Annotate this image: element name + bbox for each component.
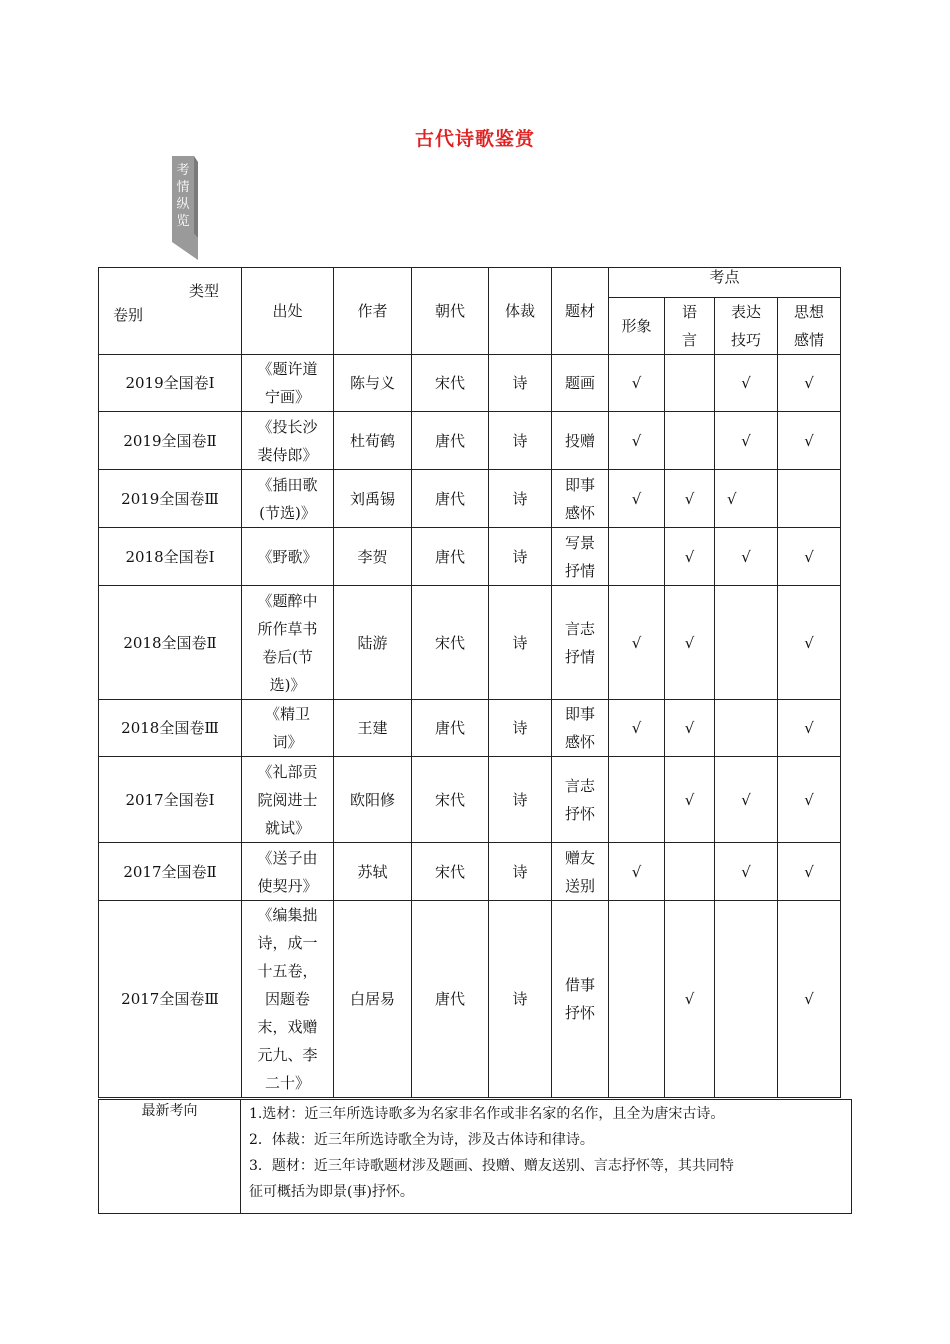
point-technique-header [715, 298, 778, 355]
table-row [99, 470, 841, 528]
source-line: 《插田歌 [257, 475, 318, 494]
point-emotion-line1: 思想 [793, 303, 824, 321]
theme-line: 赠友 [564, 848, 595, 867]
source-line: 十五卷， [257, 962, 318, 980]
check-mark-cell: √ [609, 586, 665, 700]
point-image-header: 形象 [609, 298, 665, 355]
theme-line: 送别 [564, 876, 595, 895]
page-title: 古代诗歌鉴赏 [414, 128, 535, 150]
check-mark-cell: √ [778, 901, 841, 1098]
theme-line: 题画 [564, 374, 595, 392]
check-mark-cell [609, 757, 665, 843]
exam-table [98, 267, 841, 1098]
theme-cell [552, 757, 609, 843]
check-mark-cell: √ [715, 355, 778, 412]
tag-char: 纵 [176, 197, 190, 212]
genre-cell: 诗 [489, 586, 552, 700]
volume-cell: 2017全国卷Ⅱ [99, 843, 242, 901]
source-cell [242, 757, 334, 843]
point-technique-line1: 表达 [730, 303, 761, 321]
check-mark-cell: √ [715, 470, 778, 528]
dynasty-cell: 唐代 [412, 412, 489, 470]
point-language-header [665, 298, 715, 355]
check-mark-cell: √ [665, 700, 715, 757]
check-mark-cell: √ [778, 412, 841, 470]
point-emotion-line2: 感情 [793, 331, 824, 349]
source-line: (节选)》 [259, 503, 316, 522]
theme-line: 感怀 [564, 503, 595, 522]
author-cell: 苏轼 [334, 843, 412, 901]
check-mark-cell: √ [609, 700, 665, 757]
point-language-line2: 言 [681, 331, 697, 349]
author-cell: 欧阳修 [334, 757, 412, 843]
author-header: 作者 [334, 268, 412, 355]
theme-line: 即事 [564, 705, 595, 723]
source-cell [242, 355, 334, 412]
author-cell: 陆游 [334, 586, 412, 700]
dynasty-cell: 唐代 [412, 700, 489, 757]
check-mark-cell: √ [778, 528, 841, 586]
source-line: 《投长沙 [257, 417, 318, 436]
check-mark-cell [665, 843, 715, 901]
tag-char: 情 [176, 180, 190, 195]
check-mark-cell: √ [609, 355, 665, 412]
volume-cell: 2019全国卷Ⅰ [99, 355, 242, 412]
theme-cell [552, 412, 609, 470]
dynasty-cell: 唐代 [412, 901, 489, 1098]
source-line: 诗，成一 [257, 934, 318, 952]
source-cell [242, 528, 334, 586]
check-mark-cell: √ [609, 470, 665, 528]
source-line: 《精卫 [264, 705, 310, 723]
author-cell: 李贺 [334, 528, 412, 586]
genre-cell: 诗 [489, 700, 552, 757]
theme-line: 感怀 [564, 733, 595, 751]
point-technique-line2: 技巧 [730, 331, 761, 349]
check-mark-cell: √ [778, 586, 841, 700]
theme-line: 即事 [564, 475, 595, 494]
source-cell [242, 901, 334, 1098]
theme-line: 言志 [564, 776, 595, 795]
theme-line: 投赠 [564, 431, 595, 450]
source-line: 二十》 [264, 1074, 310, 1092]
source-line: 裴侍郎》 [257, 445, 318, 464]
check-mark-cell: √ [778, 700, 841, 757]
check-mark-cell [665, 412, 715, 470]
source-line: 卷后(节 [262, 647, 313, 666]
volume-cell: 2019全国卷Ⅲ [99, 470, 242, 528]
author-cell: 杜荀鹤 [334, 412, 412, 470]
author-cell: 刘禹锡 [334, 470, 412, 528]
check-mark-cell: √ [665, 901, 715, 1098]
source-line: 宁画》 [264, 388, 310, 406]
genre-cell: 诗 [489, 355, 552, 412]
source-cell [242, 586, 334, 700]
check-mark-cell: √ [715, 843, 778, 901]
point-emotion-header [778, 298, 841, 355]
volume-cell: 2018全国卷Ⅱ [99, 586, 242, 700]
table-row [99, 843, 841, 901]
check-mark-cell: √ [609, 412, 665, 470]
theme-line: 写景 [564, 533, 595, 552]
type-label: 类型 [188, 282, 219, 300]
volume-cell: 2019全国卷Ⅱ [99, 412, 242, 470]
volume-label: 卷别 [113, 306, 144, 324]
genre-cell: 诗 [489, 843, 552, 901]
check-mark-cell: √ [778, 843, 841, 901]
table-row [99, 757, 841, 843]
theme-header: 题材 [552, 268, 609, 355]
genre-cell: 诗 [489, 528, 552, 586]
check-mark-cell: √ [665, 528, 715, 586]
check-mark-cell [715, 700, 778, 757]
tag-label [172, 162, 194, 230]
check-mark-cell [715, 586, 778, 700]
genre-cell: 诗 [489, 757, 552, 843]
theme-line: 抒情 [564, 561, 595, 580]
source-line: 《编集拙 [257, 906, 318, 924]
check-mark-cell [665, 355, 715, 412]
dynasty-header: 朝代 [412, 268, 489, 355]
theme-line: 抒情 [564, 647, 595, 666]
theme-cell [552, 355, 609, 412]
type-volume-header [99, 268, 242, 355]
table-row [99, 901, 841, 1098]
volume-cell: 2017全国卷Ⅲ [99, 901, 242, 1098]
source-line: 使契丹》 [257, 876, 318, 895]
dynasty-cell: 唐代 [412, 528, 489, 586]
source-cell [242, 412, 334, 470]
source-line: 所作草书 [257, 619, 318, 638]
trend-line: 2．体裁：近三年所选诗歌全为诗，涉及古体诗和律诗。 [249, 1132, 594, 1148]
genre-cell: 诗 [489, 901, 552, 1098]
dynasty-cell: 宋代 [412, 843, 489, 901]
trend-line: 征可概括为即景(事)抒怀。 [249, 1184, 414, 1200]
source-line: 《送子由 [257, 848, 318, 867]
genre-cell: 诗 [489, 412, 552, 470]
point-language-line1: 语 [681, 303, 697, 321]
source-cell [242, 470, 334, 528]
source-line: 《题醉中 [257, 591, 318, 610]
theme-cell [552, 470, 609, 528]
source-line: 就试》 [264, 818, 310, 837]
source-cell [242, 700, 334, 757]
check-mark-cell: √ [609, 843, 665, 901]
tag-char: 览 [176, 214, 190, 229]
dynasty-cell: 宋代 [412, 586, 489, 700]
volume-cell: 2017全国卷Ⅰ [99, 757, 242, 843]
theme-cell [552, 586, 609, 700]
theme-line: 抒怀 [564, 804, 595, 823]
check-mark-cell [609, 901, 665, 1098]
check-mark-cell: √ [715, 412, 778, 470]
theme-line: 抒怀 [564, 1004, 595, 1022]
table-row [99, 586, 841, 700]
source-header: 出处 [242, 268, 334, 355]
dynasty-cell: 宋代 [412, 355, 489, 412]
genre-cell: 诗 [489, 470, 552, 528]
exam-overview-tag [172, 156, 198, 260]
source-line: 元九、李 [257, 1046, 318, 1064]
source-line: 因题卷 [264, 990, 310, 1008]
source-line: 《野歌》 [257, 547, 318, 566]
source-cell [242, 843, 334, 901]
theme-line: 言志 [564, 619, 595, 638]
author-cell: 白居易 [334, 901, 412, 1098]
table-row [99, 355, 841, 412]
check-mark-cell: √ [665, 470, 715, 528]
check-mark-cell: √ [778, 355, 841, 412]
theme-cell [552, 901, 609, 1098]
author-cell: 王建 [334, 700, 412, 757]
volume-cell: 2018全国卷Ⅰ [99, 528, 242, 586]
source-line: 《题许道 [257, 360, 318, 378]
theme-cell [552, 528, 609, 586]
check-mark-cell [609, 528, 665, 586]
table-row [99, 412, 841, 470]
theme-cell [552, 700, 609, 757]
source-line: 院阅进士 [257, 790, 318, 809]
exam-points-header: 考点 [609, 268, 841, 298]
table-row [99, 528, 841, 586]
theme-cell [552, 843, 609, 901]
trend-line: 3．题材：近三年诗歌题材涉及题画、投赠、赠友送别、言志抒怀等，其共同特 [249, 1158, 734, 1174]
dynasty-cell: 宋代 [412, 757, 489, 843]
check-mark-cell: √ [778, 757, 841, 843]
check-mark-cell [715, 901, 778, 1098]
check-mark-cell: √ [665, 586, 715, 700]
dynasty-cell: 唐代 [412, 470, 489, 528]
table-row [99, 700, 841, 757]
check-mark-cell: √ [715, 528, 778, 586]
latest-trends-body [241, 1100, 852, 1214]
author-cell: 陈与义 [334, 355, 412, 412]
theme-line: 借事 [564, 976, 595, 994]
check-mark-cell [778, 470, 841, 528]
tag-char: 考 [176, 163, 190, 178]
source-line: 词》 [272, 733, 303, 751]
check-mark-cell: √ [715, 757, 778, 843]
check-mark-cell: √ [665, 757, 715, 843]
latest-trends-label: 最新考向 [99, 1100, 241, 1214]
latest-trends-table [98, 1099, 852, 1214]
source-line: 末，戏赠 [257, 1018, 318, 1036]
genre-header: 体裁 [489, 268, 552, 355]
trend-line: 1.选材：近三年所选诗歌多为名家非名作或非名家的名作，且全为唐宋古诗。 [249, 1106, 725, 1122]
volume-cell: 2018全国卷Ⅲ [99, 700, 242, 757]
source-line: 《礼部贡 [257, 762, 318, 781]
source-line: 选)》 [269, 675, 306, 694]
